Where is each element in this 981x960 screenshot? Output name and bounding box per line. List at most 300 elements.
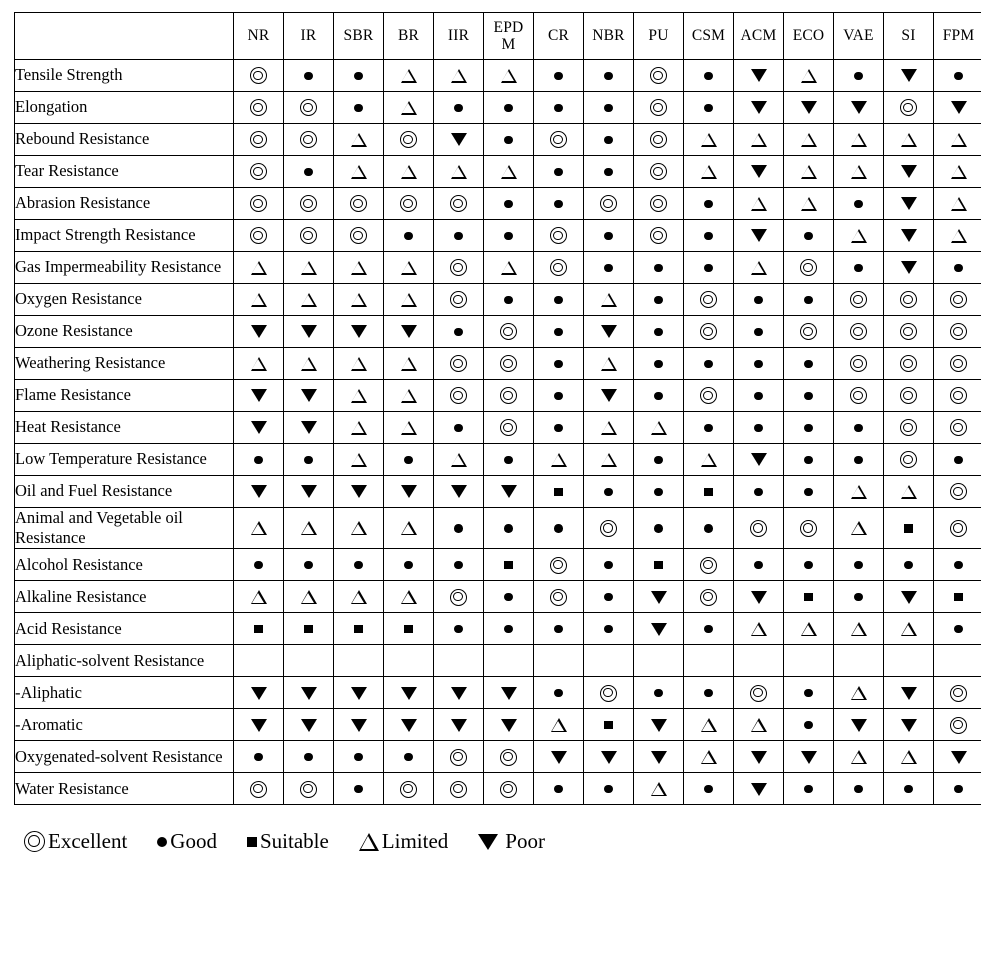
rating-cell xyxy=(434,581,484,613)
rating-cell xyxy=(934,60,981,92)
rating-cell xyxy=(484,316,534,348)
rating-cell xyxy=(334,252,384,284)
limited-symbol-icon xyxy=(451,165,467,179)
rating-cell xyxy=(484,741,534,773)
poor-symbol-icon xyxy=(751,783,767,796)
limited-symbol-icon xyxy=(801,69,817,83)
limited-symbol-icon xyxy=(651,421,667,435)
good-symbol-icon xyxy=(554,200,563,209)
good-symbol-icon xyxy=(404,456,413,465)
rating-cell xyxy=(834,124,884,156)
suitable-symbol-icon xyxy=(554,488,563,497)
rating-cell xyxy=(584,60,634,92)
column-header-epdm: EPD M xyxy=(484,13,534,60)
limited-symbol-icon xyxy=(551,718,567,732)
rating-cell xyxy=(434,773,484,805)
rating-cell xyxy=(284,188,334,220)
good-symbol-icon xyxy=(604,136,613,145)
excellent-symbol-icon xyxy=(900,451,917,468)
good-symbol-icon xyxy=(904,561,913,570)
rating-cell xyxy=(334,60,384,92)
column-header-iir: IIR xyxy=(434,13,484,60)
good-symbol-icon xyxy=(157,837,167,847)
rating-cell xyxy=(234,677,284,709)
good-symbol-icon xyxy=(604,264,613,273)
rating-cell xyxy=(284,348,334,380)
limited-symbol-icon xyxy=(701,718,717,732)
rating-cell xyxy=(684,581,734,613)
rating-cell xyxy=(384,92,434,124)
rating-cell xyxy=(484,252,534,284)
excellent-symbol-icon xyxy=(900,419,917,436)
table-row xyxy=(15,476,981,508)
rating-cell xyxy=(334,677,384,709)
rating-cell xyxy=(534,677,584,709)
excellent-symbol-icon xyxy=(450,387,467,404)
good-symbol-icon xyxy=(254,753,263,762)
excellent-symbol-icon xyxy=(300,227,317,244)
good-symbol-icon xyxy=(304,456,313,465)
rating-cell xyxy=(334,613,384,645)
good-symbol-icon xyxy=(504,524,513,533)
rating-cell xyxy=(484,124,534,156)
rating-cell xyxy=(834,444,884,476)
rating-cell xyxy=(284,709,334,741)
limited-symbol-icon xyxy=(751,622,767,636)
poor-symbol-icon xyxy=(651,623,667,636)
limited-symbol-icon xyxy=(251,590,267,604)
limited-symbol-icon xyxy=(901,133,917,147)
rating-cell xyxy=(784,613,834,645)
excellent-symbol-icon xyxy=(550,589,567,606)
poor-symbol-icon xyxy=(501,719,517,732)
rating-cell xyxy=(534,581,584,613)
rating-cell xyxy=(434,124,484,156)
column-header-nbr: NBR xyxy=(584,13,634,60)
rating-cell xyxy=(384,316,434,348)
rating-cell xyxy=(584,156,634,188)
rating-cell xyxy=(384,549,434,581)
rating-cell xyxy=(684,124,734,156)
excellent-symbol-icon xyxy=(700,589,717,606)
good-symbol-icon xyxy=(604,104,613,113)
excellent-symbol-icon xyxy=(500,355,517,372)
rating-cell xyxy=(434,348,484,380)
good-symbol-icon xyxy=(854,200,863,209)
rating-cell xyxy=(434,220,484,252)
excellent-symbol-icon xyxy=(850,355,867,372)
poor-symbol-icon xyxy=(751,165,767,178)
good-symbol-icon xyxy=(804,689,813,698)
good-symbol-icon xyxy=(954,625,963,634)
limited-symbol-icon xyxy=(601,357,617,371)
limited-symbol-icon xyxy=(351,165,367,179)
rating-cell xyxy=(784,412,834,444)
limited-symbol-icon xyxy=(301,293,317,307)
good-symbol-icon xyxy=(854,561,863,570)
limited-symbol-icon xyxy=(401,261,417,275)
rating-cell xyxy=(584,348,634,380)
rating-cell xyxy=(534,60,584,92)
rating-cell xyxy=(284,581,334,613)
rating-cell xyxy=(834,709,884,741)
limited-symbol-icon xyxy=(751,261,767,275)
good-symbol-icon xyxy=(754,392,763,401)
table-row xyxy=(15,220,981,252)
rating-cell xyxy=(784,549,834,581)
table-row xyxy=(15,380,981,412)
rating-cell xyxy=(884,316,934,348)
rating-cell xyxy=(234,380,284,412)
good-symbol-icon xyxy=(704,524,713,533)
table-row xyxy=(15,709,981,741)
good-symbol-icon xyxy=(804,456,813,465)
rating-cell xyxy=(534,773,584,805)
limited-symbol-icon xyxy=(451,453,467,467)
rating-cell xyxy=(534,348,584,380)
rating-cell xyxy=(534,220,584,252)
rating-cell xyxy=(434,156,484,188)
rating-cell xyxy=(384,380,434,412)
rating-cell xyxy=(884,677,934,709)
rating-cell xyxy=(834,348,884,380)
excellent-symbol-icon xyxy=(550,557,567,574)
rating-cell xyxy=(784,348,834,380)
rating-cell xyxy=(734,188,784,220)
rating-cell xyxy=(434,444,484,476)
good-symbol-icon xyxy=(854,593,863,602)
row-header-property: Oil and Fuel Resistance xyxy=(15,476,234,508)
rating-cell xyxy=(534,124,584,156)
good-symbol-icon xyxy=(157,837,167,847)
rating-cell xyxy=(684,549,734,581)
excellent-symbol-icon xyxy=(450,195,467,212)
rating-cell xyxy=(434,380,484,412)
rating-cell xyxy=(284,613,334,645)
good-symbol-icon xyxy=(454,328,463,337)
rating-cell xyxy=(734,284,784,316)
excellent-symbol-icon xyxy=(250,195,267,212)
good-symbol-icon xyxy=(404,753,413,762)
limited-symbol-icon xyxy=(351,133,367,147)
table-body xyxy=(15,60,981,805)
rating-cell xyxy=(384,645,434,677)
good-symbol-icon xyxy=(554,689,563,698)
rating-cell xyxy=(484,645,534,677)
excellent-symbol-icon xyxy=(500,323,517,340)
rating-cell xyxy=(484,773,534,805)
good-symbol-icon xyxy=(354,72,363,81)
limited-symbol-icon xyxy=(851,686,867,700)
rating-cell xyxy=(534,476,584,508)
good-symbol-icon xyxy=(704,200,713,209)
excellent-symbol-icon xyxy=(350,227,367,244)
rating-cell xyxy=(484,412,534,444)
excellent-symbol-icon xyxy=(450,781,467,798)
poor-symbol-icon xyxy=(351,325,367,338)
limited-symbol-icon xyxy=(351,261,367,275)
rating-cell xyxy=(884,380,934,412)
rating-cell xyxy=(934,92,981,124)
poor-symbol-icon xyxy=(451,719,467,732)
rating-cell xyxy=(834,412,884,444)
table-row xyxy=(15,348,981,380)
rating-cell xyxy=(634,348,684,380)
rating-cell xyxy=(834,549,884,581)
limited-symbol-icon xyxy=(751,718,767,732)
rating-cell xyxy=(384,476,434,508)
rating-cell xyxy=(334,348,384,380)
good-symbol-icon xyxy=(954,72,963,81)
good-symbol-icon xyxy=(304,753,313,762)
excellent-symbol-icon xyxy=(600,520,617,537)
limited-symbol-icon xyxy=(951,133,967,147)
rating-cell xyxy=(434,316,484,348)
table-row xyxy=(15,613,981,645)
good-symbol-icon xyxy=(804,488,813,497)
rating-cell xyxy=(834,60,884,92)
rating-cell xyxy=(684,709,734,741)
excellent-symbol-icon xyxy=(650,99,667,116)
rating-cell xyxy=(534,316,584,348)
row-header-property: Weathering Resistance xyxy=(15,348,234,380)
excellent-symbol-icon xyxy=(550,259,567,276)
rating-cell xyxy=(934,188,981,220)
rating-cell xyxy=(634,773,684,805)
rating-cell xyxy=(634,316,684,348)
column-header-acm: ACM xyxy=(734,13,784,60)
rating-cell xyxy=(684,613,734,645)
rating-cell xyxy=(384,444,434,476)
rating-cell xyxy=(734,60,784,92)
suitable-symbol-icon xyxy=(354,625,363,634)
rating-cell xyxy=(734,92,784,124)
good-symbol-icon xyxy=(604,168,613,177)
good-symbol-icon xyxy=(454,561,463,570)
rating-cell xyxy=(784,156,834,188)
excellent-symbol-icon xyxy=(900,291,917,308)
rating-cell xyxy=(684,380,734,412)
poor-symbol-icon xyxy=(901,591,917,604)
good-symbol-icon xyxy=(704,424,713,433)
row-header-property: Heat Resistance xyxy=(15,412,234,444)
column-header-si: SI xyxy=(884,13,934,60)
table-header xyxy=(15,13,981,60)
rating-cell xyxy=(784,773,834,805)
rating-cell xyxy=(834,220,884,252)
poor-symbol-icon xyxy=(901,229,917,242)
excellent-symbol-icon xyxy=(500,781,517,798)
excellent-symbol-icon xyxy=(400,781,417,798)
rating-cell xyxy=(284,476,334,508)
poor-symbol-icon xyxy=(251,687,267,700)
rating-cell xyxy=(684,645,734,677)
limited-symbol-icon xyxy=(501,165,517,179)
good-symbol-icon xyxy=(704,232,713,241)
rating-cell xyxy=(334,412,384,444)
rating-cell xyxy=(334,508,384,549)
good-symbol-icon xyxy=(504,296,513,305)
poor-symbol-icon xyxy=(851,101,867,114)
rating-cell xyxy=(534,412,584,444)
legend-item-label: Suitable xyxy=(259,829,329,854)
rating-cell xyxy=(584,284,634,316)
rating-cell xyxy=(834,581,884,613)
rating-cell xyxy=(834,252,884,284)
excellent-symbol-icon xyxy=(250,781,267,798)
rating-cell xyxy=(584,613,634,645)
limited-symbol-icon xyxy=(301,521,317,535)
excellent-symbol-icon xyxy=(650,195,667,212)
excellent-symbol-icon xyxy=(800,323,817,340)
rating-cell xyxy=(484,188,534,220)
rating-cell xyxy=(884,252,934,284)
poor-symbol-icon xyxy=(801,101,817,114)
good-symbol-icon xyxy=(854,264,863,273)
rating-cell xyxy=(484,476,534,508)
poor-symbol-icon xyxy=(301,389,317,402)
rating-cell xyxy=(384,284,434,316)
good-symbol-icon xyxy=(754,561,763,570)
rating-cell xyxy=(834,284,884,316)
rating-cell xyxy=(234,741,284,773)
rating-cell xyxy=(434,252,484,284)
row-header-property: Animal and Vegetable oil Resistance xyxy=(15,508,234,549)
limited-symbol-icon xyxy=(851,229,867,243)
excellent-symbol-icon xyxy=(550,131,567,148)
table-row xyxy=(15,581,981,613)
column-header-br: BR xyxy=(384,13,434,60)
rating-cell xyxy=(284,444,334,476)
limited-symbol-icon xyxy=(651,782,667,796)
rating-cell xyxy=(684,252,734,284)
rating-cell xyxy=(784,60,834,92)
rating-cell xyxy=(334,741,384,773)
rating-cell xyxy=(734,549,784,581)
limited-symbol-icon xyxy=(701,133,717,147)
limited-symbol-icon xyxy=(301,357,317,371)
poor-symbol-icon xyxy=(651,591,667,604)
limited-symbol-icon xyxy=(551,453,567,467)
rating-cell xyxy=(434,476,484,508)
rating-cell xyxy=(584,92,634,124)
excellent-symbol-icon xyxy=(250,163,267,180)
legend-item-suitable xyxy=(247,829,329,854)
limited-symbol-icon xyxy=(351,521,367,535)
poor-symbol-icon xyxy=(901,719,917,732)
good-symbol-icon xyxy=(304,168,313,177)
rating-cell xyxy=(784,508,834,549)
rating-cell xyxy=(334,444,384,476)
rating-cell xyxy=(484,444,534,476)
rating-cell xyxy=(584,581,634,613)
row-header-property: Impact Strength Resistance xyxy=(15,220,234,252)
limited-symbol-icon xyxy=(301,261,317,275)
limited-symbol-icon xyxy=(401,357,417,371)
excellent-symbol-icon xyxy=(950,419,967,436)
rating-cell xyxy=(734,124,784,156)
rating-cell xyxy=(384,709,434,741)
good-symbol-icon xyxy=(554,328,563,337)
good-symbol-icon xyxy=(654,392,663,401)
row-header-property: Tensile Strength xyxy=(15,60,234,92)
suitable-symbol-icon xyxy=(654,561,663,570)
good-symbol-icon xyxy=(604,232,613,241)
rating-cell xyxy=(934,124,981,156)
rating-cell xyxy=(834,92,884,124)
row-header-property: -Aromatic xyxy=(15,709,234,741)
rating-cell xyxy=(484,60,534,92)
poor-symbol-icon xyxy=(351,485,367,498)
good-symbol-icon xyxy=(254,456,263,465)
rating-cell xyxy=(484,380,534,412)
rating-cell xyxy=(784,316,834,348)
excellent-symbol-icon xyxy=(600,195,617,212)
column-header-pu: PU xyxy=(634,13,684,60)
table-row xyxy=(15,412,981,444)
rating-cell xyxy=(484,677,534,709)
rating-cell xyxy=(784,92,834,124)
rating-cell xyxy=(334,476,384,508)
rating-cell xyxy=(384,508,434,549)
good-symbol-icon xyxy=(954,264,963,273)
rating-cell xyxy=(934,444,981,476)
poor-symbol-icon xyxy=(751,453,767,466)
excellent-symbol-icon xyxy=(950,323,967,340)
rating-cell xyxy=(884,444,934,476)
poor-symbol-icon xyxy=(751,229,767,242)
rating-cell xyxy=(234,709,284,741)
poor-symbol-icon xyxy=(301,687,317,700)
rating-cell xyxy=(834,677,884,709)
rating-cell xyxy=(384,188,434,220)
rating-cell xyxy=(884,549,934,581)
limited-symbol-icon xyxy=(359,833,379,851)
rating-cell xyxy=(634,508,684,549)
rating-cell xyxy=(834,613,884,645)
excellent-symbol-icon xyxy=(900,387,917,404)
rating-cell xyxy=(834,188,884,220)
limited-symbol-icon xyxy=(251,357,267,371)
rating-cell xyxy=(234,60,284,92)
suitable-symbol-icon xyxy=(404,625,413,634)
rating-cell xyxy=(434,284,484,316)
rating-cell xyxy=(484,709,534,741)
rating-cell xyxy=(434,188,484,220)
limited-symbol-icon xyxy=(901,485,917,499)
legend xyxy=(14,829,967,854)
rating-cell xyxy=(684,316,734,348)
row-header-property: Aliphatic-solvent Resistance xyxy=(15,645,234,677)
excellent-symbol-icon xyxy=(800,259,817,276)
excellent-symbol-icon xyxy=(950,387,967,404)
rating-cell xyxy=(284,60,334,92)
rating-cell xyxy=(634,252,684,284)
suitable-symbol-icon xyxy=(954,593,963,602)
rating-cell xyxy=(284,284,334,316)
good-symbol-icon xyxy=(404,232,413,241)
limited-symbol-icon xyxy=(851,521,867,535)
rating-cell xyxy=(284,645,334,677)
poor-symbol-icon xyxy=(901,687,917,700)
excellent-symbol-icon xyxy=(500,387,517,404)
rating-cell xyxy=(334,581,384,613)
limited-symbol-icon xyxy=(401,521,417,535)
limited-symbol-icon xyxy=(351,421,367,435)
rating-cell xyxy=(234,645,284,677)
limited-symbol-icon xyxy=(451,69,467,83)
excellent-symbol-icon xyxy=(700,387,717,404)
